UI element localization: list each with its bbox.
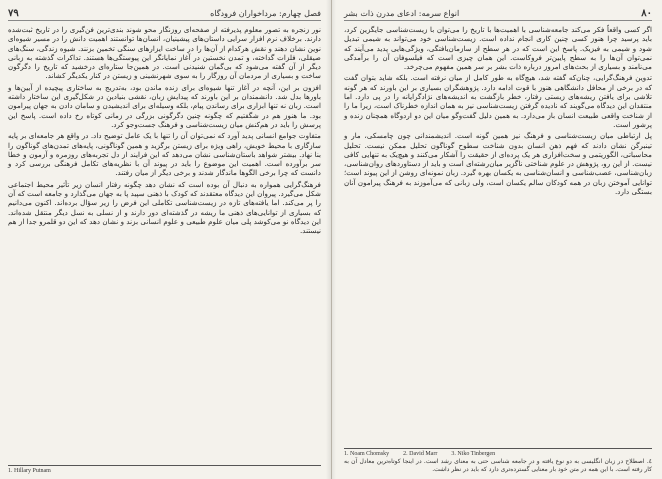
left-footnote-1: 1. Hillary Putnam [8, 467, 51, 474]
left-running-title: فصل چهارم: مرداخواران فرودگاه [210, 9, 321, 18]
left-page-number: ٧٩ [8, 8, 19, 19]
left-page-header [8, 8, 321, 21]
right-page-header [344, 8, 652, 21]
right-footnotes [344, 448, 652, 474]
right-paragraph-1: اگر کسی واقعاً فکر می‌کند جامعه‌شناسی با اهمیت‌ها با تاریخ را می‌توان با زیست‌شناسی جایگزین کرد، باید پرسید چرا هنوز کسی چنین کاری انجام نداده است. زیست‌شناسی خود می‌تواند به شیمی تبدیل شود و شیمی به فیزیک. پاسخ این است که در هر سطح از سازمان‌یافتگی، ویژگی‌هایی پدید می‌آیند که نمی‌توان آن‌ها را به سطح پایین‌تر فروکاست. این همان چیزی است که فیلسوفان آن را برآمدگی می‌نامند و بسیاری از بحث‌های امروز درباره ذات بشر بر سر همین مفهوم می‌چرخد. [344, 25, 652, 72]
right-persian-footnote: ٤. اصطلاح در زبان انگلیسی به دو نوع یافته و در جامعه شناسی حتی به معنای رشد است. در اینجا کوتاه‌ترین معادل آن به کار رفته است. با این همه در متن خود بار معنایی گسترده‌تری دارد که باید در نظر داشت. [344, 458, 652, 473]
right-page-body [344, 25, 652, 196]
right-page-number: ٨٠ [641, 8, 652, 19]
footnote-chomsky: 1. Noam Chomsky [344, 450, 390, 457]
right-paragraph-3: پل ارتباطی میان زیست‌شناسی و فرهنگ نیز همین گونه است. اندیشمندانی چون چامسکی، مار و تینبرگن نشان دادند که فهم ذهن انسان بدون شناخت سطوح گوناگون تحلیل ممکن نیست. تحلیل محاسباتی، الگوریتمی و سخت‌افزاری هر یک پرده‌ای از حقیقت را آشکار می‌کنند و هیچ‌یک به تنهایی کافی نیست. از این رو، پژوهش در علوم شناختی ناگزیر میان‌رشته‌ای است و باید از دستاوردهای روان‌شناسی، زبان‌شناسی، عصب‌شناسی و انسان‌شناسی به یکسان بهره گیرد. زبان نمونه‌ای روشن از این پیوند است؛ توانایی آموختن زبان در همه کودکان سالم یکسان است، ولی زبانی که می‌آموزند به فرهنگ پیرامون آنان بستگی دارد. [344, 131, 652, 197]
left-paragraph-3: متفاوت جوامع انسانی پدید آورد که نمی‌توان آن را تنها با یک عامل توضیح داد. در واقع هر جامعه‌ای بر پایه سازگاری با محیط خویش، راهی ویژه برای زیستن برگزید و همین گوناگونی، پایه‌های تمدن‌های گوناگون را بنا نهاد. بیشتر شواهد باستان‌شناسی نشان می‌دهد که این فرایند از دل تجربه‌های روزمره و آزمون و خطا سر برآورده است. اهمیت این موضوع را باید در پیوند آن با نظریه‌های تکامل فرهنگی بررسی کرد و دانست که چرا برخی الگوها ماندگار شدند و برخی دیگر از میان رفتند. [8, 131, 321, 178]
right-running-title: انواع سرمه: ادعای مدرن ذات بشر [344, 9, 460, 18]
left-paragraph-1: نور زنجره به تصور معلوم پذیرفته از صفحه‌ای روزنگار محو شوند بندی‌ترین فن‌گیری را در تاریخ ثبت‌شده دارند. برخلاف نرم افزار سرایی داستان‌های پیشینیان، انسان‌ها توانستند اهمیت دانش را در مسیر شیوه‌ای نوین نشان دهند و نقش هرکدام از آن‌ها را در ساخت ایزارهای سنگی تخمین بزنند. شیوه زندگی، سنگ‌های صیقلی، فلزات گداخته، و تمدن نخستین در آغاز نمایانگر این پیوستگی‌ها هستند. تداکرات گذشته به زبانی دیگر از آن گفته می‌شود که بی‌گمان شنیدنی است. در همین‌جا ستاره‌ای درخشید که تاریخ را دگرگون ساخت و بسیاری از مردمان آن روزگار را به سوی شهرنشینی و زیستن در کنار یکدیگر کشاند. [8, 25, 321, 81]
left-paragraph-2: افزون بر این، آنچه در آغاز تنها شیوه‌ای برای زنده ماندن بود، به‌تدریج به ساختاری پیچیده از آیین‌ها و باورها بدل شد. دانشمندان بر این باورند که پیدایش زبان، نقشی بنیادین در شکل‌گیری این ساختار داشته است. زبان نه تنها ابزاری برای رساندن پیام، بلکه وسیله‌ای برای اندیشیدن و سامان دادن به جهان پیرامون بود. ما هنوز هم در شگفتیم که چگونه چنین دگرگونی بزرگی در زمانی کوتاه رخ داده است. پاسخ این پرسش را باید در هم‌کنش میان زیست‌شناسی و فرهنگ جست‌وجو کرد. [8, 82, 321, 129]
footnote-tinbergen: 3. Niko Tinbergen [451, 450, 496, 457]
left-paragraph-4: فرهنگ‌گرایی همواره به دنبال آن بوده است که نشان دهد چگونه رفتار انسان زیر تأثیر محیط اجتماعی شکل می‌گیرد. پیروان این دیدگاه معتقدند که کودک با ذهنی سپید پا به جهان می‌گذارد و جامعه است که آن را پر می‌کند. اما یافته‌های تازه در زیست‌شناسی تکاملی این فرض را زیر سؤال برده‌اند. اکنون می‌دانیم که بسیاری از توانایی‌های ذهنی ما ریشه در گذشته‌ای دور دارند و از نسلی به نسل دیگر منتقل شده‌اند. این دیدگاه نو می‌کوشد پلی میان علوم طبیعی و علوم انسانی بزند و نشان دهد که این دو قلمرو جدا از هم نیستند. [8, 179, 321, 236]
left-page-body [8, 25, 321, 236]
right-latin-footnotes [344, 451, 652, 459]
left-footnotes [8, 465, 321, 476]
right-paragraph-2: تدوین فرهنگ‌گرایی، چنان‌که گفته شد، هیچ‌گاه به طور کامل از میان نرفته است. بلکه شاید بتوان گفت که در برخی از محافل دانشگاهی هنوز با قوت ادامه دارد. پژوهشگران بسیاری بر این باورند که هر گونه تلاشی برای یافتن ریشه‌های زیستی رفتار، خطر بازگشت به اندیشه‌های نژادگرایانه را در پی دارد. اما منتقدان این دیدگاه می‌گویند که نادیده گرفتن زیست‌شناسی نیز به همان اندازه خطرناک است، زیرا ما را از شناخت واقعی طبیعت انسان باز می‌دارد. به همین دلیل گفت‌وگو میان این دو اردوگاه همچنان زنده و پرشور است. [344, 73, 652, 129]
footnote-marr: 2. David Marr [403, 450, 438, 457]
right-page [331, 0, 662, 479]
